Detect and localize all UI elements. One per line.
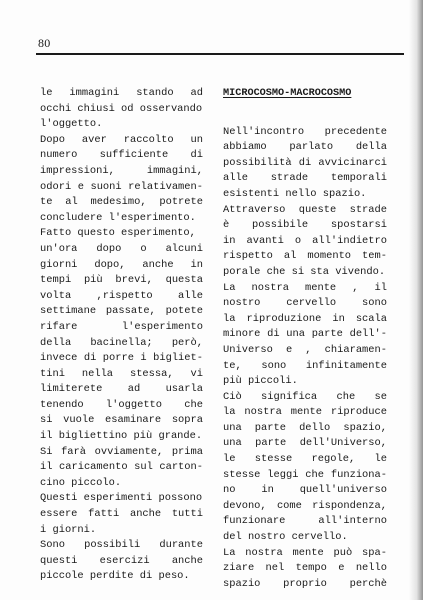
right-column-line: abbiamo parlato della — [223, 141, 387, 154]
left-column-line: Dopo aver raccolto un — [40, 133, 203, 146]
left-column-line: limiterete ad usarla — [40, 383, 203, 396]
left-column-line: cino piccolo. — [40, 476, 122, 489]
left-column-line: tini nella stessa, vi — [40, 367, 203, 380]
right-column-line: Universo e , chiaramen- — [223, 343, 387, 356]
left-column-line: te al medesimo, potrete — [40, 196, 203, 209]
left-column-line: i giorni. — [40, 523, 97, 536]
left-column-line: Si farà ovviamente, prima — [40, 445, 203, 458]
left-column-line: il caricamento sul carton- — [40, 461, 203, 474]
section-heading: MICROCOSMO-MACROCOSMO — [223, 88, 352, 99]
left-column-line: invece di porre i bigliet- — [40, 352, 203, 365]
right-column-line: esistenti nello spazio. — [223, 187, 367, 200]
right-column-line: è possibile spostarsi — [223, 219, 387, 232]
left-column-line: tempi più brevi, questa — [40, 274, 203, 287]
left-column-line: volta ,rispetto alle — [40, 289, 203, 302]
right-column-line: ziare nel tempo e nello — [223, 562, 387, 575]
left-column-text — [40, 86, 203, 585]
right-column-line: più piccoli. — [223, 375, 298, 388]
right-column-line: funzionare all'interno — [223, 515, 387, 528]
right-column-line: spazio proprio perchè — [223, 577, 387, 590]
left-column-line: tenendo l'oggetto che — [40, 398, 203, 411]
right-column-line: no in quell'universo — [223, 484, 387, 497]
right-column-line: porale che si sta vivendo. — [223, 265, 386, 278]
left-column-line: giorni dopo, anche in — [40, 258, 203, 271]
left-column-line: numero sufficiente di — [40, 149, 203, 162]
left-column-line: occhi chiusi od osservando — [40, 102, 203, 115]
right-column-line: te, sono infinitamente — [223, 359, 387, 372]
right-column-line: Ciò significa che se — [223, 390, 387, 403]
left-column-line: essere fatti anche tutti — [40, 508, 203, 521]
right-column-line: alle strade temporali — [223, 172, 387, 185]
header-rule — [36, 53, 404, 55]
right-column-line: La nostra mente può spa- — [223, 546, 387, 559]
left-column-line: si vuole esaminare sopra — [40, 414, 203, 427]
left-column-line: il bigliettino più grande. — [40, 430, 203, 443]
left-column-line: piccole perdite di peso. — [40, 570, 190, 583]
left-column-line: rifare l'esperimento — [40, 320, 203, 333]
right-column-line: in avanti o all'indietro — [223, 234, 387, 247]
right-column-line: le stesse regole, le — [223, 453, 387, 466]
right-column-lines — [223, 125, 387, 593]
page-edge-shadow — [409, 0, 423, 600]
right-column-line: del nostro cervello. — [223, 531, 348, 544]
right-column-line: la nostra mente riproduce — [223, 406, 387, 419]
right-column-line: nostro cervello sono — [223, 297, 387, 310]
right-column-line: Attraverso queste strade — [223, 203, 387, 216]
left-column-line: Questi esperimenti possono — [40, 492, 203, 505]
left-column-line: l'oggetto. — [40, 118, 103, 131]
left-column-line: impressioni, immagini, — [40, 164, 203, 177]
left-column-line: Sono possibili durante — [40, 539, 203, 552]
left-column-line: della bacinella; però, — [40, 336, 203, 349]
left-column-line: concludere l'esperimento. — [40, 211, 196, 224]
left-column-line: un'ora dopo o alcuni — [40, 242, 203, 255]
left-column-line: questi esercizi anche — [40, 554, 203, 567]
right-column-line: una parte dello spazio, — [223, 421, 387, 434]
left-column-line: odori e suoni relativamen- — [40, 180, 203, 193]
right-column-line: Nell'incontro precedente — [223, 125, 387, 138]
right-column-line: minore di una parte dell'- — [223, 328, 387, 341]
right-column-line: stesse leggi che funziona- — [223, 468, 387, 481]
right-column-line: possibilità di avvicinarci — [223, 156, 387, 169]
right-column-line: La nostra mente , il — [223, 281, 387, 294]
page-number: 80 — [38, 36, 51, 50]
left-column-line: settimane passate, potete — [40, 305, 203, 318]
left-column-line: Fatto questo esperimento, — [40, 227, 196, 240]
right-column-line: la riproduzione in scala — [223, 312, 387, 325]
right-column-line: rispetto al momento tem- — [223, 250, 387, 263]
right-column-text — [223, 86, 387, 592]
right-column-line: devono, come rispondenza, — [223, 499, 387, 512]
left-column-line: le immagini stando ad — [40, 87, 203, 99]
right-column-line: una parte dell'Universo, — [223, 437, 387, 450]
